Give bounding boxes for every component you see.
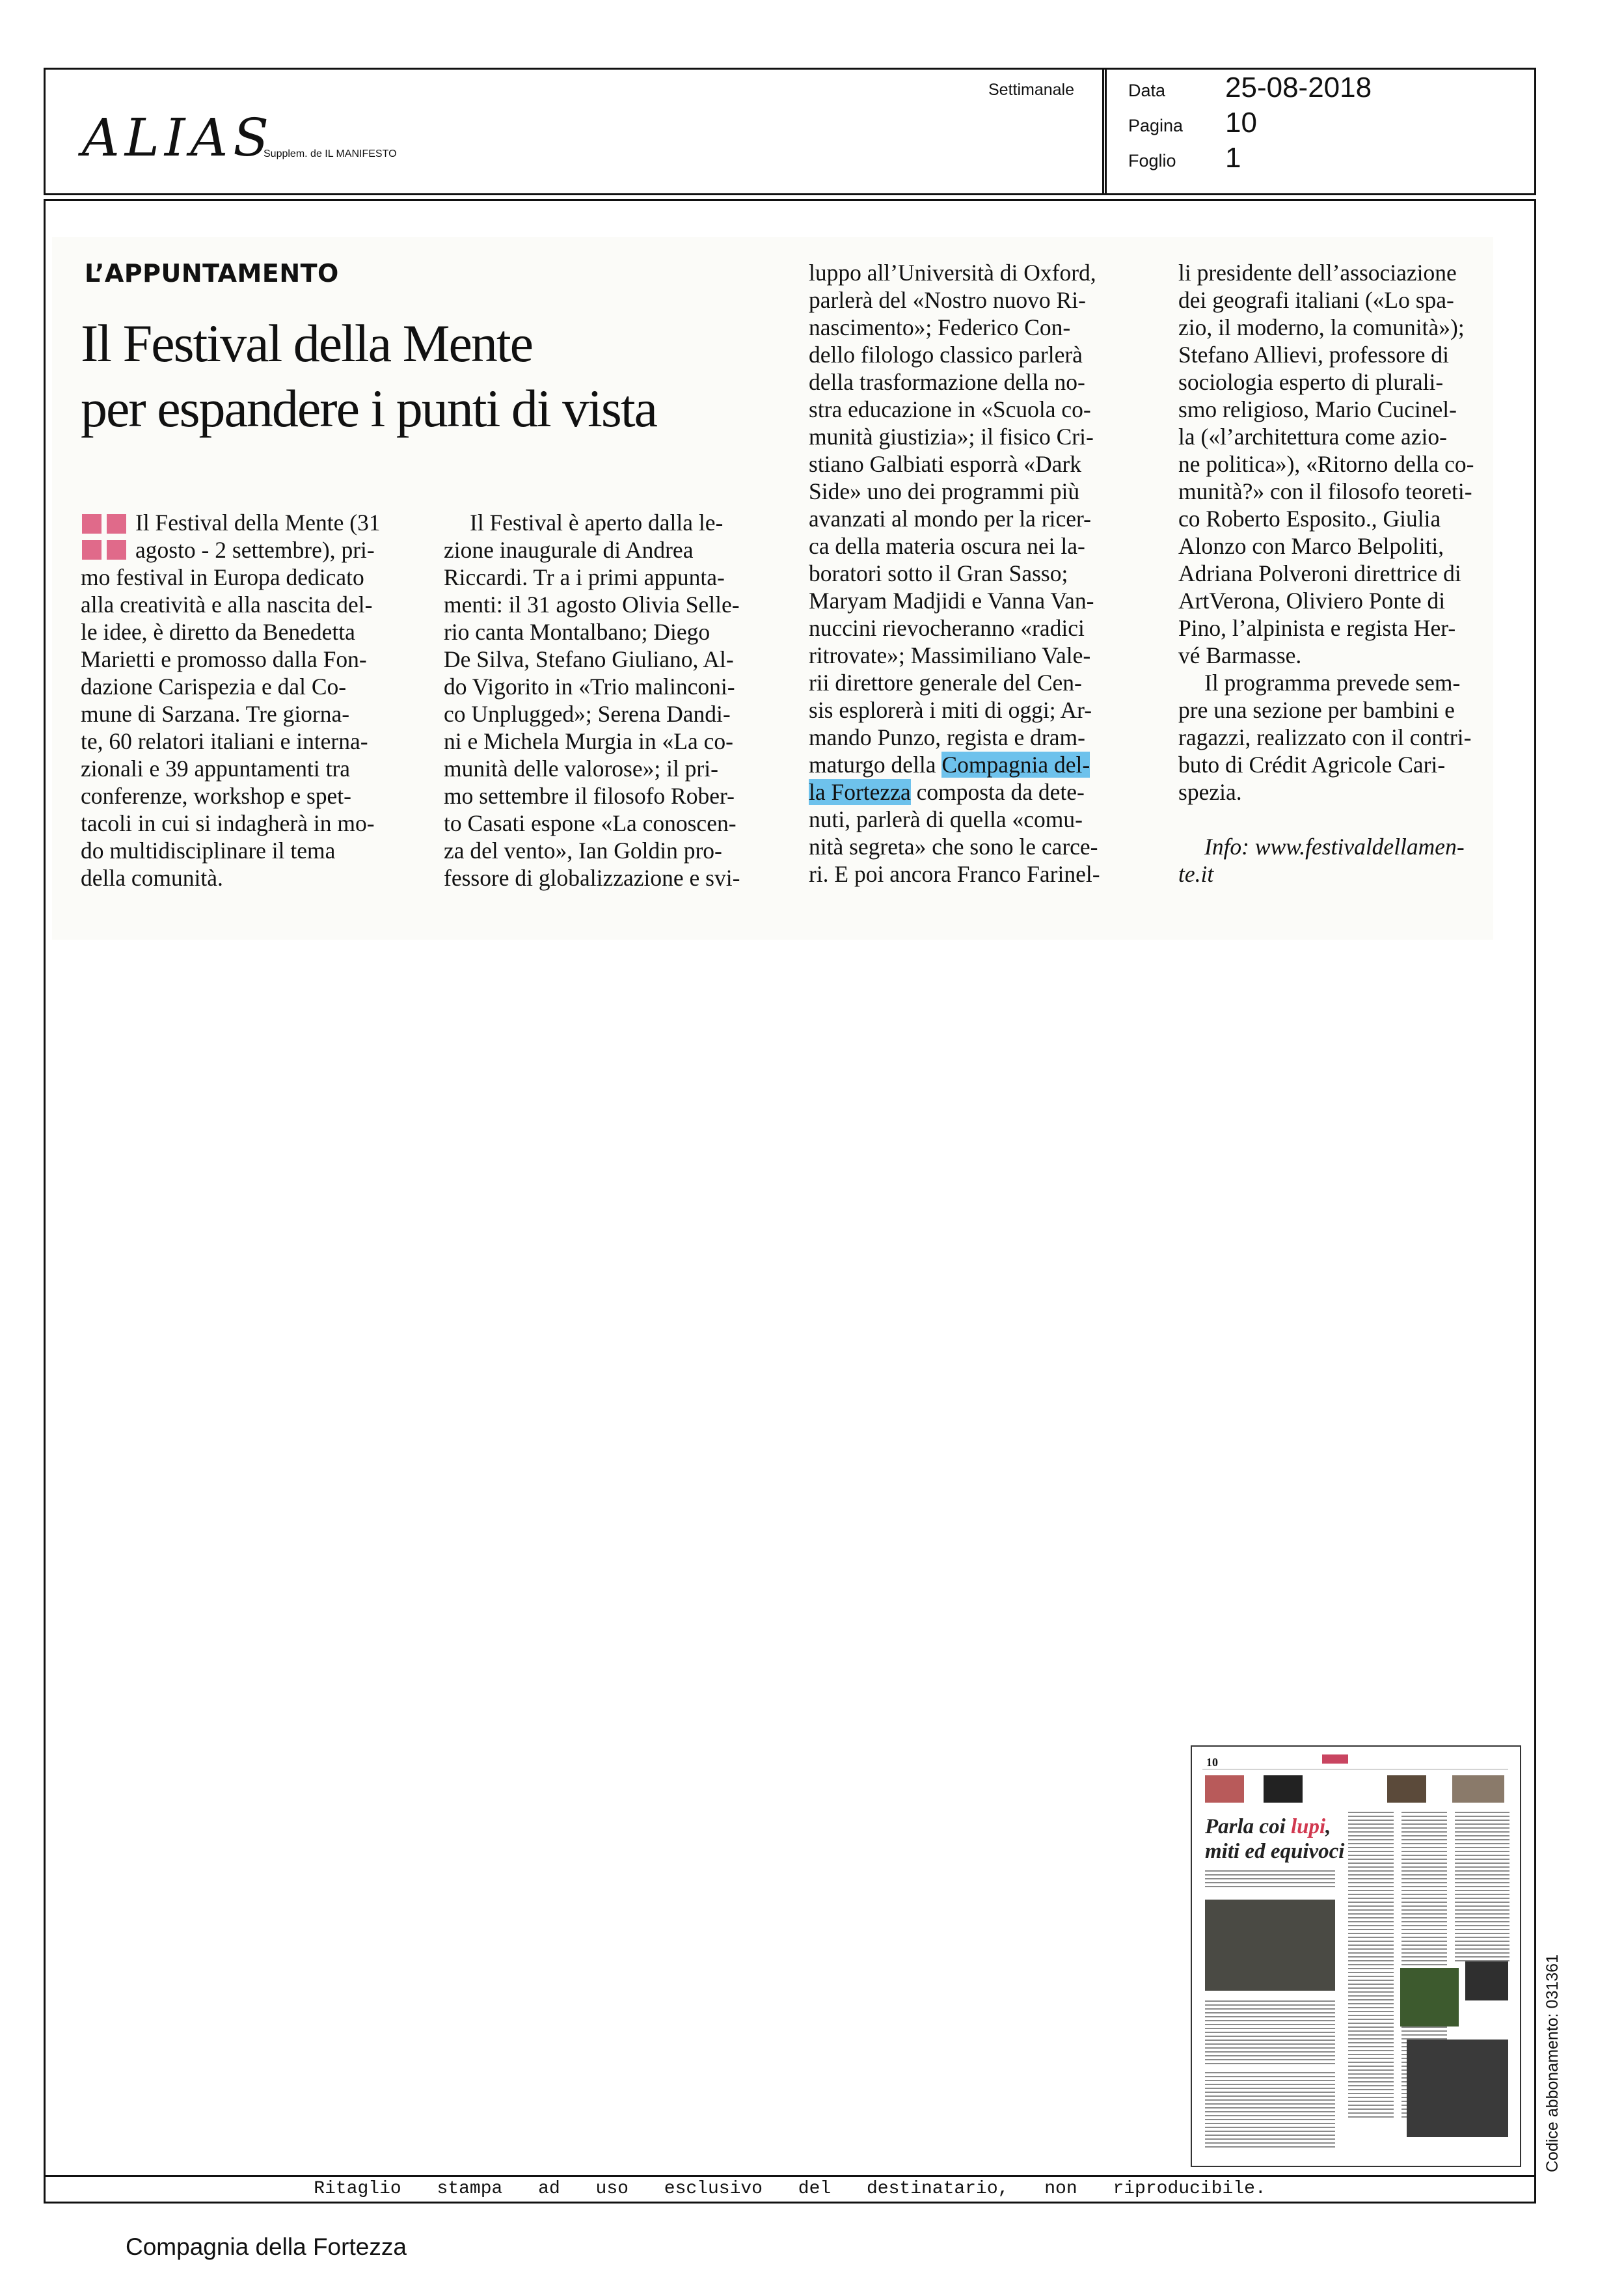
- thumb-page-number: 10: [1206, 1756, 1218, 1769]
- col4-line: ArtVerona, Oliviero Ponte di: [1178, 588, 1446, 614]
- col3-line: luppo all’Università di Oxford,: [809, 260, 1096, 286]
- page-label: Pagina: [1128, 116, 1184, 135]
- col3-line: nuccini rievocheranno «radici: [809, 615, 1085, 641]
- col3-line: ri. E poi ancora Franco Farinel-: [809, 861, 1100, 887]
- caption-label: Compagnia della Fortezza: [126, 2233, 407, 2260]
- col3-line: Side» uno dei programmi più: [809, 478, 1080, 504]
- headline-line-2: per espandere i punti di vista: [81, 379, 657, 438]
- col2-line: rio canta Montalbano; Diego: [444, 619, 710, 645]
- highlight-compagnia: Compagnia del-: [941, 752, 1090, 778]
- col4-line: zio, il moderno, la comunità»);: [1178, 314, 1465, 340]
- col3-line: ca della materia oscura nei la-: [809, 533, 1085, 559]
- col4-line: munità?» con il filosofo teoreti-: [1178, 478, 1472, 504]
- footer-rule: [44, 2175, 1536, 2177]
- col1-line: Marietti e promosso dalla Fon-: [81, 646, 367, 672]
- info-link-line-2[interactable]: te.it: [1178, 861, 1214, 887]
- col1-line: dazione Carispezia e dal Co-: [81, 674, 347, 700]
- thumb-text-block: [1205, 1870, 1335, 1890]
- col1-line: do multidisciplinare il tema: [81, 838, 336, 864]
- page-thumbnail[interactable]: [1191, 1745, 1521, 2167]
- highlight-fortezza: la Fortezza: [809, 779, 911, 805]
- col3-line: nuti, parlerà di quella «comu-: [809, 806, 1083, 832]
- col4-line: dei geografi italiani («Lo spa-: [1178, 287, 1454, 313]
- thumb-header-rule: [1202, 1754, 1508, 1769]
- col2-line: zione inaugurale di Andrea: [444, 537, 694, 563]
- text-run: ,: [1325, 1815, 1331, 1838]
- col3-line: parlerà del «Nostro nuovo Ri-: [809, 287, 1086, 313]
- col2-line: to Casati espone «La conoscen-: [444, 810, 737, 836]
- col1-line: zionali e 39 appuntamenti tra: [81, 756, 351, 782]
- col3-highlight-line-2: [809, 778, 1147, 806]
- col4-line: vé Barmasse.: [1178, 642, 1302, 668]
- thumb-headline: [1205, 1814, 1344, 1864]
- thumb-wolf-photo: [1205, 1900, 1335, 1991]
- col3-line: dello filologo classico parlerà: [809, 342, 1083, 368]
- col1-line: te, 60 relatori italiani e interna-: [81, 728, 368, 754]
- col4-line: Il programma prevede sem-: [1204, 670, 1461, 696]
- col1-line: della comunità.: [81, 865, 223, 891]
- col2-line: fessore di globalizzazione e svi-: [444, 865, 740, 891]
- col2-line: ni e Michela Murgia in «La co-: [444, 728, 733, 754]
- thumb-photo: [1452, 1775, 1504, 1803]
- col4-line: ne politica»), «Ritorno della co-: [1178, 451, 1474, 477]
- text-run: lupi: [1290, 1815, 1326, 1838]
- col4-line: pre una sezione per bambini e: [1178, 697, 1455, 723]
- thumb-plant-photo: [1400, 1968, 1459, 2027]
- col1-line: tacoli in cui si indagherà in mo-: [81, 810, 375, 836]
- col3-line: mando Punzo, regista e dram-: [809, 724, 1085, 750]
- col3-line: rii direttore generale del Cen-: [809, 670, 1082, 696]
- col4-line: Stefano Allievi, professore di: [1178, 342, 1450, 368]
- col2-line: Riccardi. Tr a i primi appunta-: [444, 564, 725, 590]
- thumb-photo: [1387, 1775, 1426, 1803]
- text-run: composta da dete-: [910, 779, 1085, 805]
- frequency-label: Settimanale: [988, 81, 1075, 99]
- info-link-line-1[interactable]: Info: www.festivaldellamen-: [1204, 834, 1465, 860]
- thumb-photo: [1264, 1775, 1303, 1803]
- article-headline: [81, 311, 656, 441]
- article-column-1: [81, 509, 415, 892]
- page-value: 10: [1225, 107, 1257, 139]
- col3-line: nità segreta» che sono le carce-: [809, 834, 1098, 860]
- date-value: 25-08-2018: [1225, 72, 1372, 103]
- publication-logo: ALIAS: [82, 107, 275, 168]
- dropcap-marker: [82, 514, 141, 566]
- thumb-text-block: [1205, 2000, 1335, 2066]
- col2-line: Il Festival è aperto dalla le-: [470, 510, 724, 536]
- col4-line: li presidente dell’associazione: [1178, 260, 1457, 286]
- col3-line: Maryam Madjidi e Vanna Van-: [809, 588, 1094, 614]
- col1-line: mune di Sarzana. Tre giorna-: [81, 701, 350, 727]
- col4-line: spezia.: [1178, 779, 1242, 805]
- col4-line: sociologia esperto di plurali-: [1178, 369, 1444, 395]
- col4-line: buto di Crédit Agricole Cari-: [1178, 752, 1446, 778]
- col4-line: Pino, l’alpinista e regista Her-: [1178, 615, 1456, 641]
- col2-line: co Unplugged»; Serena Dandi-: [444, 701, 731, 727]
- sheet-value: 1: [1225, 142, 1241, 174]
- col4-line: ragazzi, realizzato con il contri-: [1178, 724, 1472, 750]
- text-run: maturgo della: [809, 752, 942, 778]
- col2-line: za del vento», Ian Goldin pro-: [444, 838, 722, 864]
- header-divider: [1102, 68, 1107, 195]
- date-label: Data: [1128, 81, 1166, 100]
- article-kicker: L’APPUNTAMENTO: [85, 259, 339, 288]
- thumb-photo: [1205, 1775, 1244, 1803]
- col3-highlight-line-1: [809, 751, 1147, 778]
- col3-line: stiano Galbiati esporrà «Dark: [809, 451, 1081, 477]
- thumb-logo: [1322, 1754, 1348, 1764]
- reproduction-notice: Ritaglio stampa ad uso esclusivo del destinatario, non riproducibile.: [314, 2179, 1266, 2199]
- text-run: Parla coi: [1205, 1815, 1291, 1838]
- article-column-4: [1178, 259, 1513, 888]
- col2-line: do Vigorito in «Trio malinconi-: [444, 674, 735, 700]
- thumb-text-column: [1455, 1812, 1509, 1961]
- thumb-photo: [1407, 2040, 1508, 2137]
- col3-line: boratori sotto il Gran Sasso;: [809, 560, 1068, 586]
- col1-line: le idee, è diretto da Benedetta: [81, 619, 355, 645]
- thumb-photo: [1465, 1961, 1508, 2000]
- col3-line: sis esplorerà i miti di oggi; Ar-: [809, 697, 1092, 723]
- thumb-text-block: [1205, 2072, 1335, 2150]
- subscription-code: Codice abbonamento: 031361: [1543, 1954, 1562, 2172]
- col4-line: smo religioso, Mario Cucinel-: [1178, 396, 1457, 422]
- publisher-label: Supplem. de IL MANIFESTO: [264, 148, 397, 159]
- col3-line: nascimento»; Federico Con-: [809, 314, 1071, 340]
- text-run: miti ed equivoci: [1205, 1840, 1345, 1863]
- headline-line-1: Il Festival della Mente: [81, 314, 533, 373]
- col4-line: co Roberto Esposito., Giulia: [1178, 506, 1441, 532]
- col2-line: munità delle valorose»; il pri-: [444, 756, 718, 782]
- col2-line: mo settembre il filosofo Rober-: [444, 783, 735, 809]
- col4-line: Alonzo con Marco Belpoliti,: [1178, 533, 1444, 559]
- col4-line: Adriana Polveroni direttrice di: [1178, 560, 1461, 586]
- col1-line: alla creatività e alla nascita del-: [81, 592, 373, 618]
- col1-line: Il Festival della Mente (31: [135, 510, 381, 536]
- col3-line: stra educazione in «Scuola co-: [809, 396, 1091, 422]
- col1-line: conferenze, workshop e spet-: [81, 783, 351, 809]
- article-column-2: [444, 509, 779, 892]
- col3-line: avanzati al mondo per la ricer-: [809, 506, 1091, 532]
- col1-line: mo festival in Europa dedicato: [81, 564, 364, 590]
- article-column-3: [809, 259, 1147, 888]
- sheet-label: Foglio: [1128, 151, 1176, 171]
- col3-line: ritrovate»; Massimiliano Vale-: [809, 642, 1091, 668]
- col4-line: la («l’architettura come azio-: [1178, 424, 1447, 450]
- col1-line: agosto - 2 settembre), pri-: [135, 537, 375, 563]
- thumb-text-column: [1348, 1812, 1394, 2118]
- col2-line: De Silva, Stefano Giuliano, Al-: [444, 646, 734, 672]
- col2-line: menti: il 31 agosto Olivia Selle-: [444, 592, 740, 618]
- col3-line: munità giustizia»; il fisico Cri-: [809, 424, 1094, 450]
- col3-line: della trasformazione della no-: [809, 369, 1085, 395]
